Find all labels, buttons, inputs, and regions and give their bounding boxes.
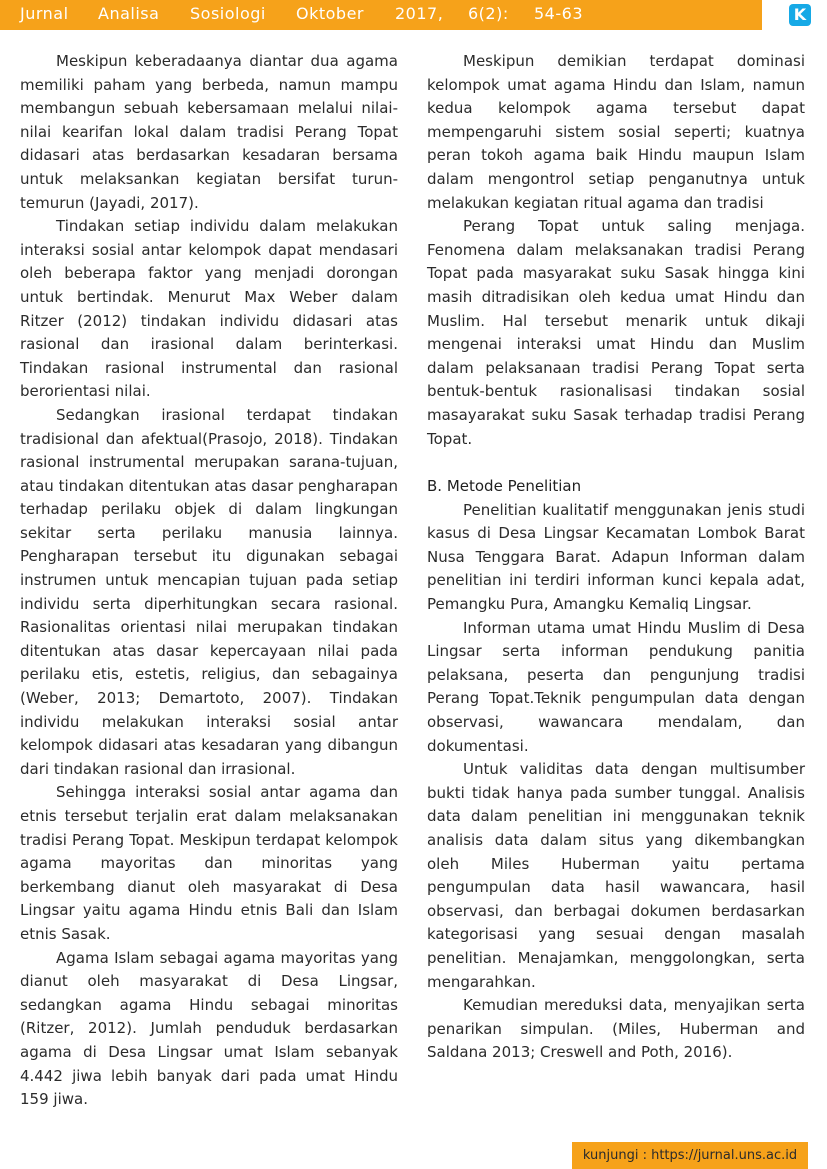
footer-link[interactable]: kunjungi : https://jurnal.uns.ac.id [572,1142,808,1169]
paragraph: Untuk validitas data dengan multisumber bukti tidak hanya pada sumber tunggal. Analisis data dalam penelitian ini menggunakan teknik analisis data dalam situs yang dikembangkan oleh Miles Huberman yaitu pertama pengumpulan data hasil wawancara, hasil observasi, dan berbagai dokumen berdasarkan kategorisasi yang sesuai dengan masalah penelitian. Menajamkan, menggolongkan, serta mengarahkan. [427,760,805,991]
paragraph: Tindakan setiap individu dalam melakukan interaksi sosial antar kelompok dapat mendasari oleh beberapa faktor yang menjadi dorongan untuk bertindak. Menurut Max Weber dalam Ritzer (2012) tindakan individu didasari atas rasional dan irasional dalam berinterkasi. Tindakan rasional instrumental dan rasional berorientasi nilai. [20,217,398,401]
right-column [427,50,805,1065]
paragraph: Perang Topat untuk saling menjaga. Fenomena dalam melaksanakan tradisi Perang Topat pada masyarakat suku Sasak hingga kini masih ditradisikan oleh kedua umat Hindu dan Muslim. Hal tersebut menarik untuk dikaji mengenai interaksi umat Hindu dan Muslim dalam pelaksanaan tradisi Perang Topat serta bentuk-bentuk rasionalisasi tindakan sosial masayarakat suku Sasak terhadap tradisi Perang Topat. [427,217,805,448]
paragraph: Informan utama umat Hindu Muslim di Desa Lingsar serta informan pendukung panitia pelaksana, peserta dan pengunjung tradisi Perang Topat.Teknik pengumpulan data dengan observasi, wawancara mendalam, dan dokumentasi. [427,618,805,755]
paragraph: Sedangkan irasional terdapat tindakan tradisional dan afektual(Prasojo, 2018). Tindakan rasional instrumental merupakan sarana-tujuan, atau tindakan ditentukan atas dasar pengharapan terhadap perilaku objek di dalam lingkungan sekitar serta perilaku manusia lainnya. Pengharapan tersebut itu digunakan sebagai instrumen untuk mencapian tujuan pada setiap individu serta diperhitungkan secara rasional. Rasionalitas orientasi nilai merupakan tindakan ditentukan atas dasar kepercayaan nilai pada perilaku etis, estetis, religius, dan sebagainya (Weber, 2013; Demartoto, 2007). Tindakan individu melakukan interaksi sosial antar kelompok didasari atas kesadaran yang dibangun dari tindakan rasional dan irrasional. [20,405,398,778]
header-name: Analisa [98,4,160,23]
paragraph: Agama Islam sebagai agama mayoritas yang dianut oleh masyarakat di Desa Lingsar, sedangkan agama Hindu sebagai minoritas (Ritzer, 2012). Jumlah penduduk berdasarkan agama di Desa Lingsar umat Islam sebanyak 4.442 jiwa lebih banyak dari pada umat Hindu 159 jiwa. [20,948,398,1109]
header-volume: 6(2): [468,4,509,23]
header-pages: 54-63 [534,4,583,23]
header-field: Sosiologi [190,4,266,23]
header-year: 2017, [395,4,444,23]
paragraph: Meskipun keberadaanya diantar dua agama memiliki paham yang berbeda, namun mampu membangun sebuah kebersamaan melalui nilai-nilai kearifan lokal dalam tradisi Perang Topat didasari atas berdasarkan kesadaran bersama untuk melaksankan kegiatan bersifat turun-temurun (Jayadi, 2017). [20,52,398,212]
header-month: Oktober [296,4,364,23]
logo-area [767,0,827,30]
journal-header-bar [0,0,762,30]
paragraph: Penelitian kualitatif menggunakan jenis studi kasus di Desa Lingsar Kecamatan Lombok Barat Nusa Tenggara Barat. Adapun Informan dalam penelitian ini terdiri informan kunci kepala adat, Pemangku Pura, Amangku Kemaliq Lingsar. [427,500,805,614]
header-journal: Jurnal [20,4,69,23]
section-heading: B. Metode Penelitian [427,477,582,496]
paragraph: Kemudian mereduksi data, menyajikan serta penarikan simpulan. (Miles, Huberman and Saldana 2013; Creswell and Poth, 2016). [427,996,805,1062]
journal-logo-icon: K [789,4,811,26]
paragraph: Sehingga interaksi sosial antar agama dan etnis tersebut terjalin erat dalam melaksanakan tradisi Perang Topat. Meskipun terdapat kelompok agama mayoritas dan minoritas yang berkembang dianut oleh masyarakat di Desa Lingsar yaitu agama Hindu etnis Bali dan Islam etnis Sasak. [20,783,398,943]
paragraph: Meskipun demikian terdapat dominasi kelompok umat agama Hindu dan Islam, namun kedua kelompok agama tersebut dapat mempengaruhi sistem sosial seperti; kuatnya peran tokoh agama baik Hindu maupun Islam dalam mengontrol setiap penganutnya untuk melakukan kegiatan ritual agama dan tradisi [427,52,805,212]
left-column [20,50,398,1112]
